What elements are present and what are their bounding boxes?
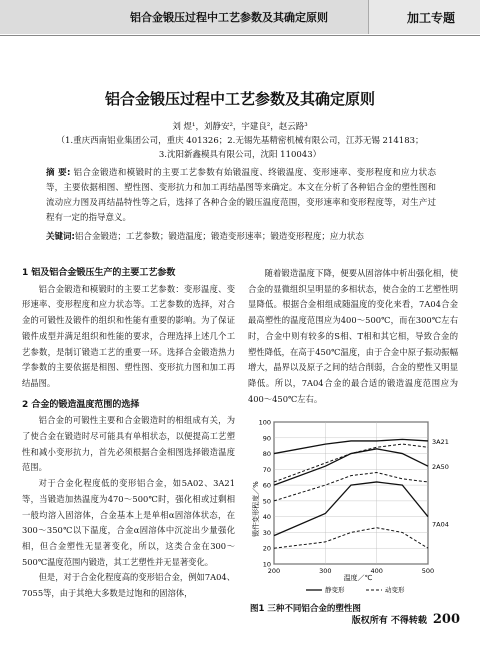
running-header [0, 0, 480, 36]
y-axis-label: 锻件变形程度／% [252, 481, 260, 537]
figure-caption: 图1 三种不同铝合金的塑性图 [250, 604, 361, 614]
section-1-paragraph: 铝合金锻造和模锻时的主要工艺参数：变形温度、变形速率、变形程度和应力状态等。工艺参数的选择，对合金的可锻性及锻件的组织和性能有重要的影响。为了保证锻件成型并满足组织和性能的要求，合理选择上述几个工艺参数，是制订锻造工艺的重要一环。选择合金锻造热力学参数的主要依据是相图、塑性图、变形抗力图和加工再结晶图。 [22, 283, 235, 388]
footer-copyright: 版权所有 不得转载 [351, 616, 427, 626]
header-rule [0, 35, 480, 36]
left-column [22, 266, 235, 602]
y-tick-label: 50 [262, 497, 271, 506]
y-tick-label: 10 [262, 560, 271, 569]
x-tick-label: 300 [319, 567, 332, 575]
right-column-paragraph: 随着锻造温度下降，便要从固溶体中析出强化相，使合金的显微组织呈明显的多相状态，使合金的工艺塑性明显降低。根据合金相组成随温度的变化来看，7A04合金最高塑性的温度范围应为400～500℃，而在300℃左右时，合金中则有较多的S相、T相和其它相，导致合金的塑性降低，在高于450℃温度，由于合金中原子振动振幅增大，晶界以及原子之间的结合削弱，合金的塑性又明显降低。所以，7A04合金的最合适的锻造温度范围应为400～450℃左右。 [248, 268, 458, 404]
abstract-label: 摘 要: [46, 168, 71, 178]
running-header-title: 铝合金锻压过程中工艺参数及其确定原则 [130, 11, 328, 24]
series-label-7a04: 7A04 [432, 520, 449, 529]
series-line-7a04-solid [274, 482, 428, 536]
page-footer [352, 612, 460, 627]
paper-title: 铝合金锻压过程中工艺参数及其确定原则 [104, 90, 375, 108]
keywords-text: 铝合金锻造；工艺参数；锻造温度；锻造变形速率；锻造变形程度；应力状态 [74, 232, 364, 242]
series-label-3a21: 3A21 [432, 437, 449, 446]
right-column [248, 266, 458, 407]
section-2-heading: 2 合金的锻造温度范围的选择 [22, 399, 140, 410]
y-tick-label: 60 [262, 481, 271, 490]
y-tick-label: 90 [262, 434, 271, 443]
y-tick-label: 100 [258, 418, 271, 427]
affiliation-line-2: 3.沈阳新鑫模具有限公司，沈阳 110043） [158, 150, 322, 160]
section-2-paragraph-2: 对于合金化程度低的变形铝合金，如5A02、3A21等，当锻造加热温度为470～500℃时，强化相或过剩相一般均溶入固溶体，合金基本上是单相α固溶体状态，在300～350℃以下温度，合金α固溶体中沉淀出少量强化相，但合金塑性无显著变化，所以，这类合金在300～500℃温度范围内锻造，其工艺塑性并无显著变化。 [22, 478, 235, 567]
x-tick-label: 200 [267, 567, 281, 575]
y-tick-label: 30 [262, 528, 271, 537]
plot-frame [274, 422, 428, 564]
series-line-7a04-dashed [274, 528, 428, 549]
column-tag [368, 0, 480, 34]
series-label-2a50: 2A50 [432, 463, 449, 472]
column-label: 加工专题 [407, 11, 456, 25]
y-tick-label: 80 [262, 450, 271, 459]
x-tick-label: 500 [421, 567, 435, 575]
y-tick-label: 70 [262, 465, 271, 474]
x-tick-label: 400 [370, 567, 383, 575]
y-tick-label: 40 [262, 513, 271, 522]
section-2-paragraph-3: 但是，对于合金化程度高的变形铝合金，例如7A04、7055等，由于其绝大多数是过饱和的固溶体， [22, 572, 235, 599]
series-line-3a21-solid [274, 439, 428, 453]
keywords [46, 230, 446, 242]
x-axis-label: 温度／℃ [343, 574, 373, 582]
abstract-text: 铝合金锻造和模锻时的主要工艺参数有始锻温度、终锻温度、变形速率、变形程度和应力状态等，主要依据相图、塑性图、变形抗力和加工再结晶图等来确定。本文在分析了各种铝合金的塑性图和流动应力图及再结晶特性等之后，选择了各种合金的锻压温度范围，变形速率和变形程度等，对生产过程有一定的指导意义。 [46, 168, 437, 223]
section-2-paragraph-1: 铝合金的可锻性主要和合金锻造时的相组成有关，为了使合金在锻造时尽可能具有单相状态，以便提高工艺塑性和减小变形抗力，首先必须根据合金相图选择锻造温度范围。 [22, 415, 235, 473]
series-line-2a50-solid [274, 449, 428, 485]
legend-static-label: 静变形 [325, 586, 345, 594]
legend-dynamic-label: 动变形 [385, 586, 405, 594]
author-list: 刘 煜¹，刘静安²，宇建良²，赵云路³ [172, 122, 308, 132]
page-number: 200 [432, 612, 460, 627]
plasticity-chart [248, 414, 458, 594]
y-tick-label: 20 [262, 544, 271, 553]
keywords-label: 关键词: [46, 232, 75, 242]
abstract [46, 166, 436, 226]
affiliation-line-1: （1.重庆西南铝业集团公司，重庆 401326；2.无锡先基精密机械有限公司，江苏无锡 214183； [56, 136, 424, 146]
section-1-heading: 1 铝及铝合金锻压生产的主要工艺参数 [22, 268, 176, 278]
